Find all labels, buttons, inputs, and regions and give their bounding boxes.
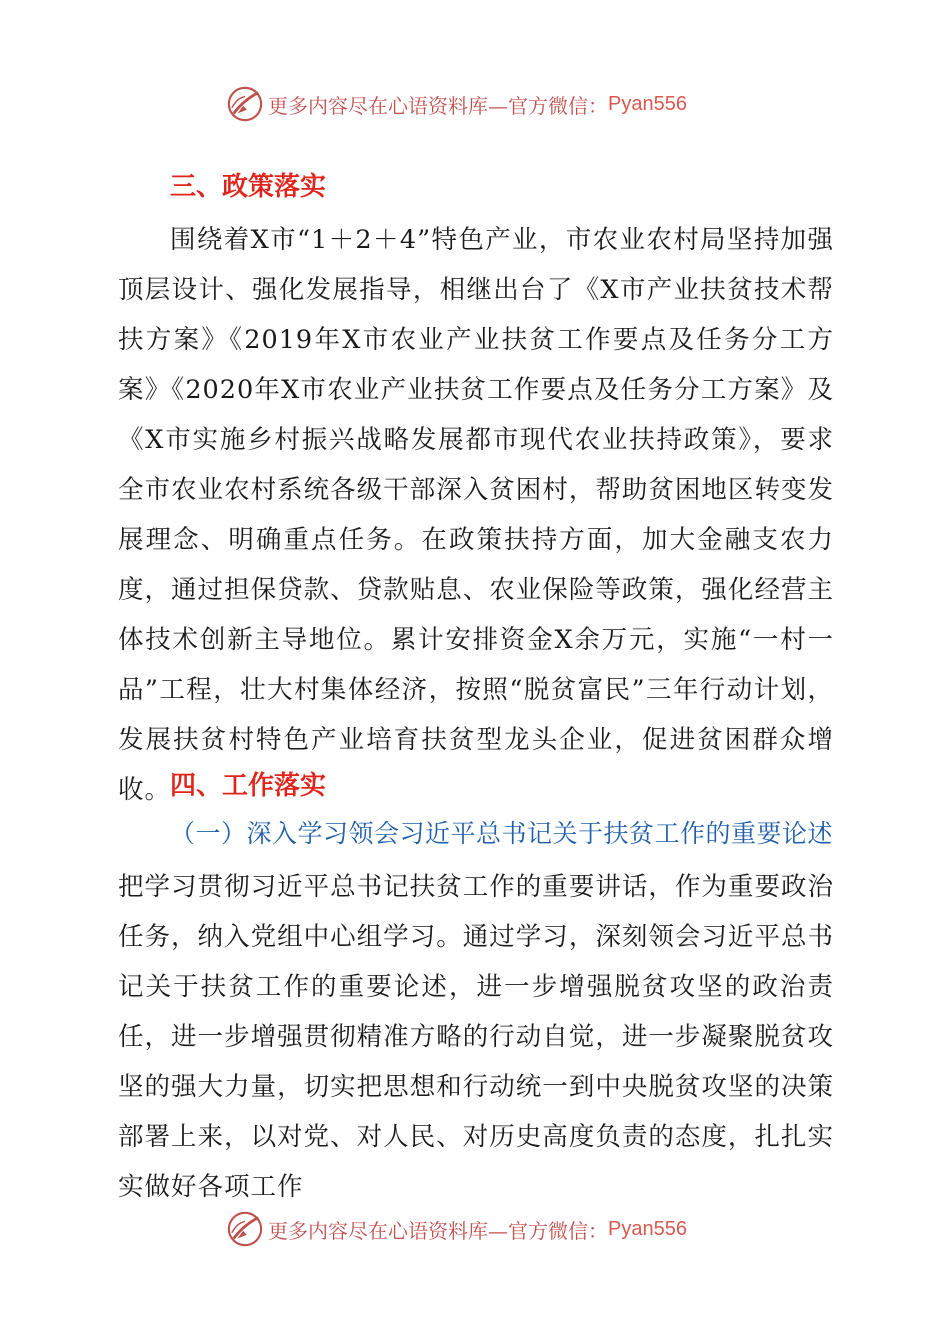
watermark-id: Pyan556 (608, 1217, 687, 1240)
watermark-text: 更多内容尽在心语资料库—官方微信： (268, 1218, 608, 1243)
watermark-header (226, 84, 687, 124)
section-3-paragraph: 围绕着X市“1＋2＋4”特色产业，市农业农村局坚持加强顶层设计、强化发展指导，相继出台了《X市产业扶贫技术帮扶方案》《2019年X市农业产业扶贫工作要点及任务分工方案》《2020年X市农业产业扶贫工作要点及任务分工方案》及《X市实施乡村振兴战略发展都市现代农业扶持政策》，要求全市农业农村系统各级干部深入贫困村，帮助贫困地区转变发展理念、明确重点任务。在政策扶持方面，加大金融支农力度，通过担保贷款、贷款贴息、农业保险等政策，强化经营主体技术创新主导地位。累计安排资金X余万元，实施“一村一品”工程，壮大村集体经济，按照“脱贫富民”三年行动计划，发展扶贫村特色产业培育扶贫型龙头企业，促进贫困群众增收。 (118, 225, 834, 805)
section-3-heading: 三、政策落实 (170, 172, 327, 202)
section-4-subheading: （一）深入学习领会习近平总书记关于扶贫工作的重要论述 (170, 819, 834, 848)
watermark-text: 更多内容尽在心语资料库—官方微信： (268, 93, 608, 118)
section-4-paragraph: 把学习贯彻习近平总书记扶贫工作的重要讲话，作为重要政治任务，纳入党组中心组学习。通过学习，深刻领会习近平总书记关于扶贫工作的重要论述，进一步增强脱贫攻坚的政治责任，进一步增强贯彻精准方略的行动自觉，进一步凝聚脱贫攻坚的强大力量，切实把思想和行动统一到中央脱贫攻坚的决策部署上来，以对党、对人民、对历史高度负责的态度，扎扎实实做好各项工作 (118, 872, 834, 1202)
pen-logo-icon (226, 1210, 264, 1248)
pen-logo-icon (226, 85, 264, 123)
watermark-id: Pyan556 (608, 92, 687, 115)
section-4-heading: 四、工作落实 (170, 771, 327, 801)
watermark-footer (226, 1209, 687, 1249)
